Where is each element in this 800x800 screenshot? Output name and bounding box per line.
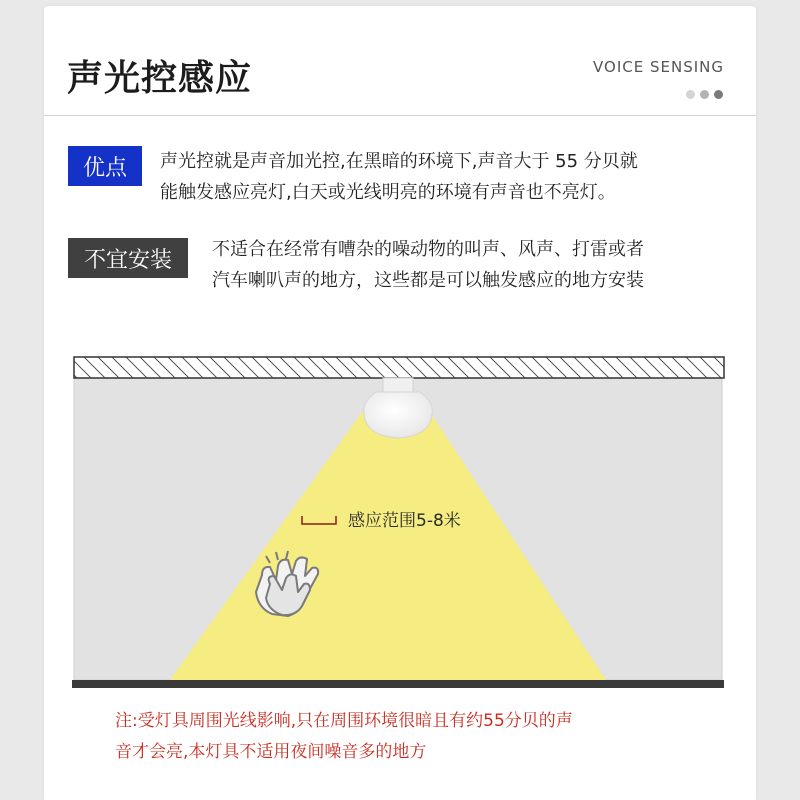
ceiling — [74, 357, 724, 378]
range-label: 感应范围5-8米 — [348, 511, 461, 531]
advantage-badge: 优点 — [68, 146, 142, 186]
footnote — [115, 706, 705, 768]
unsuitable-line-2: 汽车喇叭声的地方，这些都是可以触发感应的地方安装 — [212, 270, 644, 291]
page-title: 声光控感应 — [67, 58, 253, 99]
unsuitable-line-1: 不适合在经常有嘈杂的噪动物的叫声、风声、打雷或者 — [212, 239, 644, 260]
footnote-line-1: 注:受灯具周围光线影响,只在周围环境很暗且有约55分贝的声 — [115, 711, 573, 731]
footnote-line-2: 音才会亮,本灯具不适用夜间噪音多的地方 — [115, 742, 427, 762]
floor — [72, 680, 724, 688]
advantage-line-1: 声光控就是声音加光控,在黑暗的环境下,声音大于 55 分贝就 — [160, 151, 638, 172]
advantage-line-2: 能触发感应亮灯,白天或光线明亮的环境有声音也不亮灯。 — [160, 182, 616, 203]
unsuitable-badge: 不宜安装 — [68, 238, 188, 278]
page-subtitle: VOICE SENSING — [593, 58, 724, 76]
